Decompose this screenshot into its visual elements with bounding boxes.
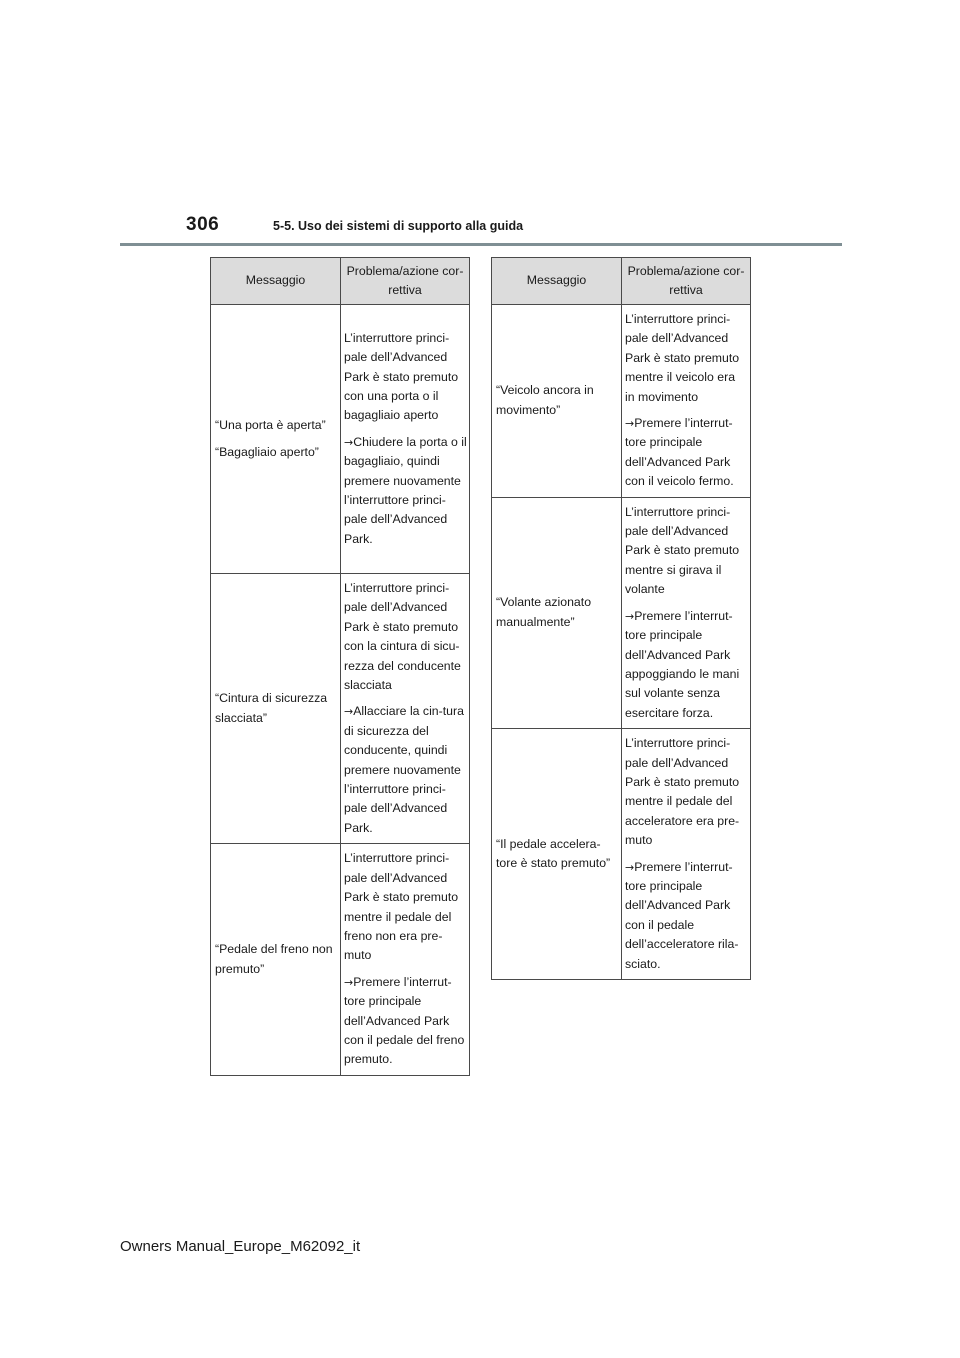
message-cell	[211, 305, 341, 574]
page-number: 306	[186, 214, 220, 235]
arrow-icon: →	[344, 975, 354, 989]
message-text: “Bagagliaio aperto”	[215, 444, 319, 459]
action-text: Premere l’interrut-tore principale dell’Advanced Park appoggiando le mani sul volante senza esercitare forza.	[625, 608, 740, 720]
message-cell	[492, 305, 622, 498]
action-text: Premere l’interrut-tore principale dell’Advanced Park con il pedale del freno premuto.	[344, 974, 465, 1067]
action-text: Chiudere la porta o il bagagliaio, quindi premere nuovamente l’interruttore princi-pale dell’Advanced Park.	[344, 434, 467, 546]
header-action: Problema/azione cor-rettiva	[341, 258, 470, 305]
table-header-row	[492, 258, 751, 305]
table-row	[211, 305, 470, 574]
message-text: “Una porta è aperta”	[215, 418, 326, 433]
message-cell	[492, 497, 622, 728]
action-cell	[341, 305, 470, 574]
arrow-icon: →	[625, 609, 635, 623]
problem-text: L’interruttore princi-pale dell’Advanced Park è stato premuto con una porta o il bagagliaio aperto	[344, 330, 459, 423]
table-header-row	[211, 258, 470, 305]
section-title: 5-5. Uso dei sistemi di supporto alla guida	[273, 219, 524, 233]
message-cell	[492, 729, 622, 980]
problem-text: L’interruttore princi-pale dell’Advanced Park è stato premuto con la cintura di sicu-rezza del conducente slacciata	[344, 581, 461, 693]
message-text: “Il pedale accelera-tore è stato premuto”	[496, 836, 611, 871]
message-table-right	[491, 257, 751, 980]
message-cell	[211, 574, 341, 844]
message-table-left	[210, 257, 470, 1076]
arrow-icon: →	[344, 435, 354, 449]
message-text: “Volante azionato manualmente”	[496, 595, 592, 629]
action-cell	[622, 729, 751, 980]
arrow-icon: →	[625, 417, 635, 431]
message-text: “Pedale del freno non premuto”	[215, 942, 333, 976]
arrow-icon: →	[344, 705, 354, 719]
footer-document-id: Owners Manual_Europe_M62092_it	[120, 1238, 361, 1255]
message-cell	[211, 844, 341, 1075]
action-cell	[341, 844, 470, 1075]
table-row	[492, 497, 751, 728]
action-cell	[622, 497, 751, 728]
action-text: Premere l’interrut-tore principale dell’Advanced Park con il veicolo fermo.	[625, 416, 734, 489]
table-row	[492, 305, 751, 498]
action-text: Allacciare la cin-tura di sicurezza del conducente, quindi premere nuovamente l’interruttore princi-pale dell’Advanced Park.	[344, 704, 464, 835]
table-row	[211, 574, 470, 844]
header-message: Messaggio	[492, 258, 622, 305]
table-row	[492, 729, 751, 980]
header-divider	[120, 243, 842, 246]
header-message: Messaggio	[211, 258, 341, 305]
message-text: “Veicolo ancora in movimento”	[496, 383, 594, 417]
message-text: “Cintura di sicurezza slacciata”	[215, 691, 328, 725]
action-text: Premere l’interrut-tore principale dell’Advanced Park con il pedale dell’acceleratore rila-sciato.	[625, 859, 739, 971]
action-cell	[341, 574, 470, 844]
problem-text: L’interruttore princi-pale dell’Advanced Park è stato premuto mentre il veicolo era in movimento	[625, 312, 740, 404]
problem-text: L’interruttore princi-pale dell’Advanced Park è stato premuto mentre si girava il volante	[625, 504, 740, 597]
table-row	[211, 844, 470, 1075]
problem-text: L’interruttore princi-pale dell’Advanced Park è stato premuto mentre il pedale del freno non era pre-muto	[344, 851, 459, 963]
action-cell	[622, 305, 751, 498]
arrow-icon: →	[625, 860, 635, 874]
problem-text: L’interruttore princi-pale dell’Advanced Park è stato premuto mentre il pedale del acceleratore era pre-muto	[625, 736, 740, 848]
header-action: Problema/azione cor-rettiva	[622, 258, 751, 305]
